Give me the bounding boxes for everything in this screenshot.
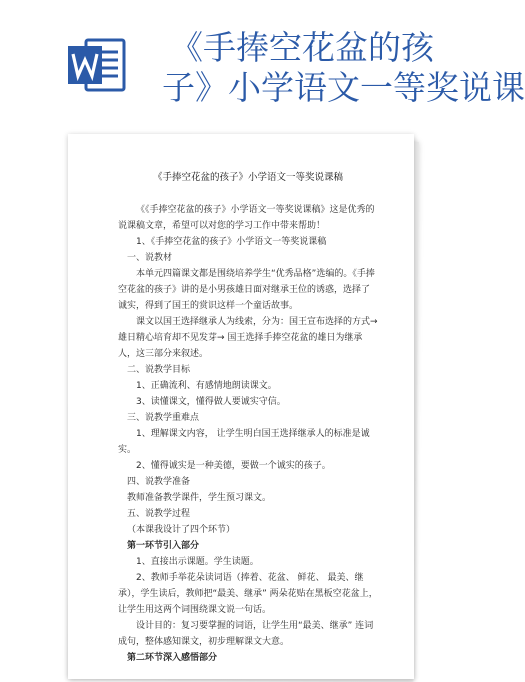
document-title: 《手捧空花盆的孩子》小学语文一等奖说课稿	[152, 172, 343, 183]
document-paragraph: 1、正确流利、有感情地朗读课文。	[136, 381, 277, 391]
document-paragraph: 1、理解课文内容， 让学生明白国王选择继承人的标准是诚实。	[118, 429, 370, 455]
banner-title	[162, 28, 525, 108]
document-paragraph: 第一环节引入部分	[127, 541, 200, 551]
document-paragraph: 一、说教材	[127, 253, 173, 263]
word-document-icon	[66, 34, 128, 96]
document-paragraph: 课文以国王选择继承人为线索，分为：国王宣布选择的方式→雄日精心培育却不见发芽→ 国王选择手捧空花盆的雄日为继承人，这三部分来叙述。	[118, 317, 378, 359]
document-body	[118, 170, 378, 666]
document-paragraph: 3、读懂课文，懂得做人要诚实守信。	[136, 397, 286, 407]
document-paragraph: （本课我设计了四个环节）	[127, 525, 236, 535]
document-paragraph: 二、说教学目标	[127, 365, 191, 375]
document-paragraph: 1、直接出示课题。学生读题。	[136, 557, 259, 567]
document-paragraph: 2、教师手举花朵读词语（捧着、花盆、 鲜花、 最美、继承），学生读后，教师把“最美、继承” 两朵花贴在黑板空花盆上，让学生用这两个词围绕课文说一句话。	[118, 573, 378, 615]
document-paragraph: 1、《手捧空花盆的孩子》小学语文一等奖说课稿	[136, 237, 327, 247]
document-paragraph: 2、懂得诚实是一种美德，要做一个诚实的孩子。	[136, 461, 331, 471]
document-paragraph: 三、说教学重难点	[127, 413, 200, 423]
banner-title-line-2: 子》小学语文一等奖说课	[162, 68, 525, 107]
header-banner	[0, 0, 525, 118]
document-paragraph: 五、说教学过程	[127, 509, 191, 519]
document-paragraph: 本单元四篇课文都是围绕培养学生“优秀品格”选编的。《手捧空花盆的孩子》讲的是小男孩雄日面对继承王位的诱惑，选择了诚实，得到了国王的赏识这样一个童话故事。	[118, 269, 375, 311]
document-paragraph: 《《手捧空花盆的孩子》小学语文一等奖说课稿》这是优秀的说课稿文章，希望可以对您的学习工作中带来帮助！	[118, 205, 375, 231]
banner-title-line-1: 《手捧空花盆的孩	[170, 28, 434, 67]
document-paragraph: 设计目的：复习要掌握的词语，让学生用“最美、继承” 连词成句，整体感知课文，初步理解课文大意。	[118, 621, 374, 647]
document-paragraph: 第二环节深入感悟部分	[127, 653, 218, 663]
document-paragraph: 教师准备教学课件，学生预习课文。	[127, 493, 272, 503]
document-paragraph: 四、说教学准备	[127, 477, 191, 487]
